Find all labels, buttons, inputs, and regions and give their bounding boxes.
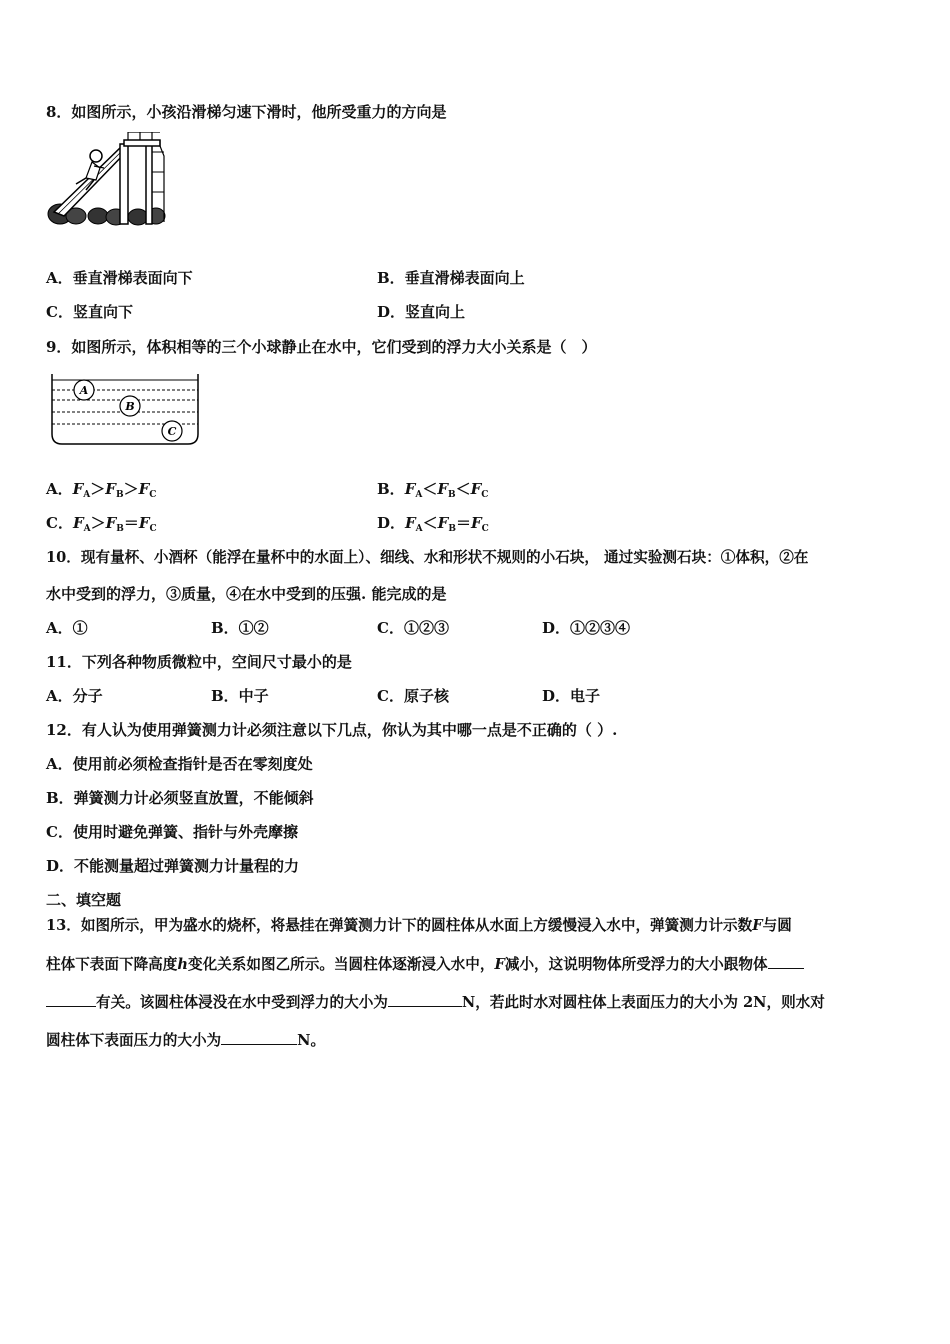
q13-line4: 圆柱体下表面压力的大小为 N。 bbox=[46, 1032, 326, 1049]
q9-option-c[interactable]: C．$F_A>F_B=F_C$ bbox=[46, 514, 157, 534]
section-title: 二、填空题 bbox=[46, 891, 122, 909]
q10-option-a[interactable]: A．① bbox=[46, 619, 88, 637]
q11-option-c[interactable]: C．原子核 bbox=[377, 687, 449, 705]
q8-option-b[interactable]: B．垂直滑梯表面向上 bbox=[377, 269, 525, 287]
q8-option-c[interactable]: C．竖直向下 bbox=[46, 303, 133, 321]
q10-option-d[interactable]: D．①②③④ bbox=[542, 619, 631, 637]
q8-stem: 8．如图所示，小孩沿滑梯匀速下滑时，他所受重力的方向是 bbox=[46, 103, 447, 121]
q12-option-d[interactable]: D．不能测量超过弹簧测力计量程的力 bbox=[46, 857, 300, 875]
q9-stem: 9．如图所示，体积相等的三个小球静止在水中，它们受到的浮力大小关系是（ ） bbox=[46, 338, 597, 356]
ball-c-label: C bbox=[167, 425, 177, 438]
q9-option-b[interactable]: B．$F_A<F_B<F_C$ bbox=[377, 480, 489, 500]
q13-line1: 13．如图所示，甲为盛水的烧杯，将悬挂在弹簧测力计下的圆柱体从水面上方缓慢浸入水中，弹簧测力计示数F与圆 bbox=[46, 917, 792, 934]
ball-b-label: B bbox=[125, 400, 135, 413]
q10-option-b[interactable]: B．①② bbox=[211, 619, 269, 637]
q10-stem-line1: 10．现有量杯、小酒杯（能浮在量杯中的水面上）、细线、水和形状不规则的小石块， 通过实验测石块：①体积，②在 bbox=[46, 549, 809, 566]
blank-1b[interactable] bbox=[46, 992, 96, 1007]
balls-in-water-figure bbox=[50, 372, 202, 448]
q12-stem: 12．有人认为使用弹簧测力计必须注意以下几点，你认为其中哪一点是不正确的（ ）. bbox=[46, 721, 618, 739]
q8-option-a[interactable]: A．垂直滑梯表面向下 bbox=[46, 269, 193, 287]
blank-3[interactable] bbox=[221, 1030, 297, 1045]
q11-option-d[interactable]: D．电子 bbox=[542, 687, 601, 705]
blank-2[interactable] bbox=[388, 992, 462, 1007]
slide-figure bbox=[46, 132, 168, 230]
q9-option-d[interactable]: D．$F_A<F_B=F_C$ bbox=[377, 514, 489, 534]
q13-line3: 有关。该圆柱体浸没在水中受到浮力的大小为 N，若此时水对圆柱体上表面压力的大小为 2N，则水对 bbox=[46, 992, 825, 1013]
q12-option-c[interactable]: C．使用时避免弹簧、指针与外壳摩擦 bbox=[46, 823, 298, 841]
q10-option-c[interactable]: C．①②③ bbox=[377, 619, 449, 637]
q12-option-b[interactable]: B．弹簧测力计必须竖直放置，不能倾斜 bbox=[46, 789, 314, 807]
q11-option-a[interactable]: A．分子 bbox=[46, 687, 103, 705]
q12-option-a[interactable]: A．使用前必须检查指针是否在零刻度处 bbox=[46, 755, 313, 773]
q11-option-b[interactable]: B．中子 bbox=[211, 687, 269, 705]
q13-line2: 柱体下表面下降高度h变化关系如图乙所示。当圆柱体逐渐浸入水中，F减小，这说明物体所受浮力的大小跟物体 bbox=[46, 954, 804, 975]
q8-option-d[interactable]: D．竖直向上 bbox=[377, 303, 466, 321]
q9-option-a[interactable]: A．$F_A>F_B>F_C$ bbox=[46, 480, 157, 500]
q10-stem-line2: 水中受到的浮力，③质量，④在水中受到的压强. 能完成的是 bbox=[46, 585, 447, 603]
blank-1a[interactable] bbox=[768, 954, 804, 969]
q11-stem: 11．下列各种物质微粒中，空间尺寸最小的是 bbox=[46, 653, 352, 671]
ball-a-label: A bbox=[79, 384, 89, 397]
